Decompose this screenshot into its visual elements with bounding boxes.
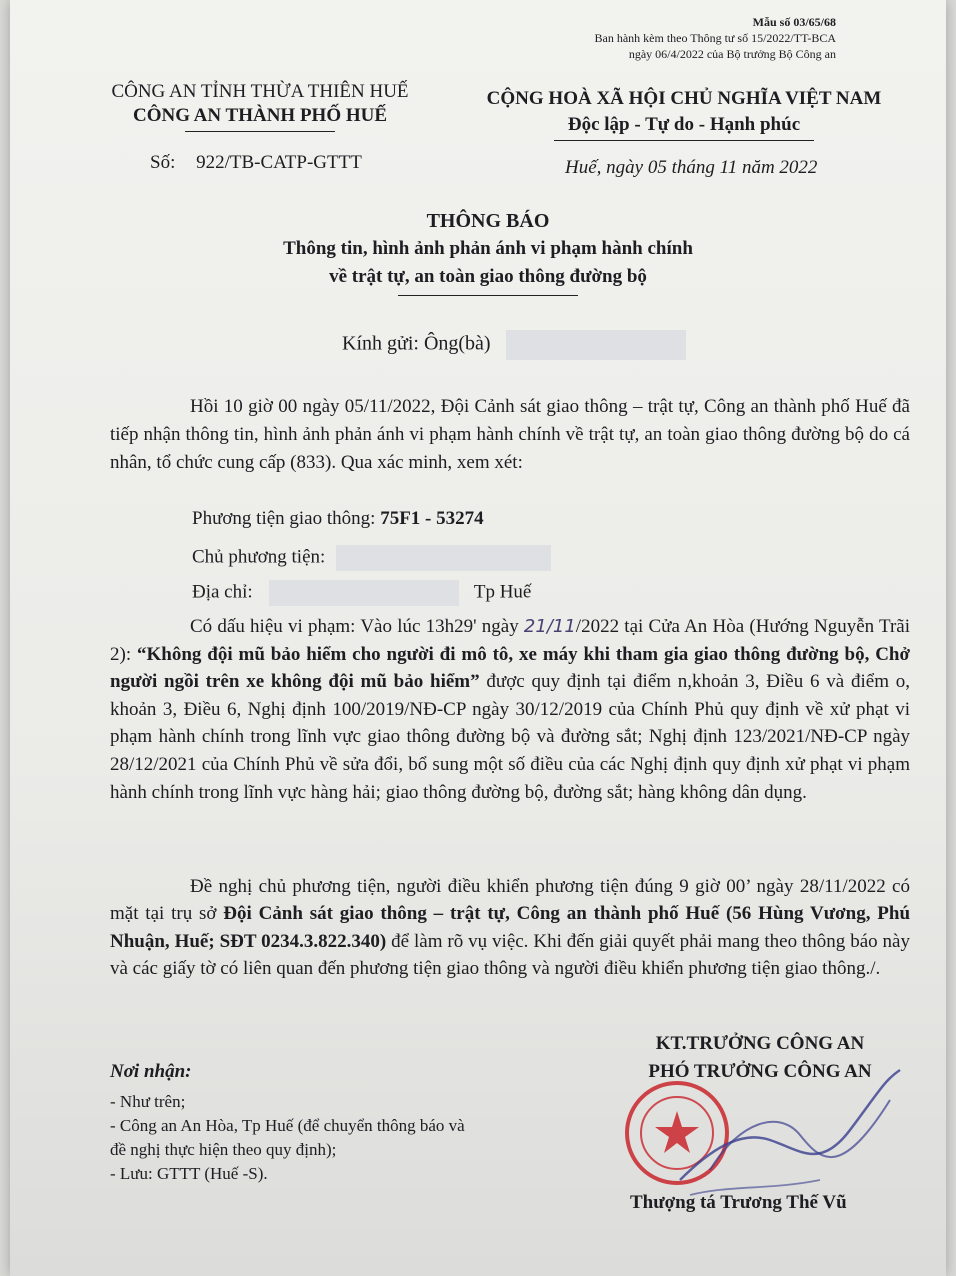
document-number-value: 922/TB-CATP-GTTT: [196, 152, 362, 173]
title-underline: [398, 295, 578, 296]
title-main: THÔNG BÁO: [426, 210, 550, 232]
form-number: Mẫu số 03/65/68: [752, 15, 836, 29]
form-issued-date: ngày 06/4/2022 của Bộ trưởng Bộ Công an: [628, 47, 836, 61]
document-page: [10, 0, 946, 1276]
redacted-owner: [336, 545, 551, 571]
title-sub-2: về trật tự, an toàn giao thông đường bộ: [329, 266, 647, 287]
recipients-block: [110, 1060, 465, 1186]
owner-label: Chủ phương tiện:: [192, 546, 326, 568]
request-lead: Đề nghị chủ phương tiện, người điều khiển phương tiện đúng 9 giờ 00’ ngày 28/11/2022 có mặt tại trụ sở: [110, 876, 910, 925]
country-name: CỘNG HOÀ XÃ HỘI CHỦ NGHĨA VIỆT NAM: [486, 88, 882, 109]
form-issued-by: Ban hành kèm theo Thông tư số 15/2022/TT-BCA: [594, 31, 836, 45]
document-number-label: Số:: [150, 152, 176, 173]
motto-underline: [554, 140, 814, 141]
title-sub-1: Thông tin, hình ảnh phản ánh vi phạm hành chính: [283, 238, 693, 259]
request-rest: để làm rõ vụ việc. Khi đến giải quyết phải mang theo thông báo này và các giấy tờ có liên quan đến phương tiện giao thông và người điều khiển phương tiện giao thông./.: [110, 930, 910, 980]
issuer-underline: [185, 131, 335, 132]
issuer-parent-org: CÔNG AN TỈNH THỪA THIÊN HUẾ: [111, 81, 409, 102]
redacted-address: [269, 580, 459, 606]
national-motto: Độc lập - Tự do - Hạnh phúc: [567, 114, 801, 135]
request-location: Đội Cảnh sát giao thông – trật tự, Công an thành phố Huế (56 Hùng Vương, Phú Nhuận, Huế; SĐT 0234.3.822.340): [110, 903, 911, 952]
signature-title-1: KT.TRƯỞNG CÔNG AN: [655, 1033, 865, 1054]
issuer-header: [70, 80, 450, 132]
signer-name: Thượng tá Trương Thế Vũ: [630, 1192, 847, 1213]
recipient-item: đề nghị thực hiện theo quy định);: [110, 1140, 337, 1159]
address-city: Tp Huế: [473, 581, 532, 603]
violation-legal-basis: được quy định tại điểm n,khoản 3, Điều 6 và điểm o, khoản 3, Điều 6, Nghị định 100/2019/NĐ-CP ngày 30/12/2019 của Chính Phủ quy định về xử phạt vi phạm hành chính trong lĩnh vực giao thông đường bộ và đường sắt; Nghị định 123/2021/NĐ-CP ngày 28/12/2021 của Chính Phủ về sửa đổi, bổ sung một số điều của các Nghị định quy định xử phạt vi phạm hành chính trong lĩnh vực hàng hải; giao thông đường bộ, đường sắt; hàng không dân dụng.: [110, 671, 910, 803]
redacted-name: [506, 330, 686, 360]
paragraph-violation: [110, 613, 910, 806]
field-vehicle: [192, 508, 484, 530]
address-label: Địa chỉ:: [192, 581, 253, 603]
recipient-item: - Công an An Hòa, Tp Huế (để chuyển thông báo và: [110, 1116, 465, 1135]
violation-lead: Có dấu hiệu vi phạm: Vào lúc 13h29' ngày: [190, 616, 524, 637]
recipients-title: Nơi nhận:: [110, 1061, 192, 1082]
handwritten-signature: [650, 1060, 910, 1210]
field-owner: [192, 545, 551, 571]
document-title: [70, 207, 906, 296]
greeting: [342, 330, 686, 360]
violation-after-date: /2022 tại Cửa An Hòa (Hướng Nguyễn Trãi 2):: [110, 616, 910, 665]
paragraph-intro-text: Hồi 10 giờ 00 ngày 05/11/2022, Đội Cảnh sát giao thông – trật tự, Công an thành phố Huế đã tiếp nhận thông tin, hình ảnh phản ánh vi phạm hành chính về trật tự, an toàn giao thông đường bộ do cá nhân, tổ chức cung cấp (833). Qua xác minh, xem xét:: [110, 396, 910, 473]
paragraph-request: [110, 873, 910, 983]
violation-description: “Không đội mũ bảo hiểm cho người đi mô tô, xe máy khi tham gia giao thông đường bộ, Chở người ngồi trên xe không đội mũ bảo hiểm”: [110, 643, 911, 693]
greeting-label: Kính gửi: Ông(bà): [342, 332, 491, 355]
form-reference: [595, 14, 837, 62]
issuer-org: CÔNG AN THÀNH PHỐ HUẾ: [132, 105, 388, 126]
vehicle-label: Phương tiện giao thông:: [192, 508, 376, 529]
field-address: [192, 580, 531, 606]
recipient-item: - Lưu: GTTT (Huế -S).: [110, 1164, 268, 1183]
recipient-item: - Như trên;: [110, 1092, 186, 1111]
paragraph-intro: [110, 393, 910, 477]
date-line: Huế, ngày 05 tháng 11 năm 2022: [565, 157, 818, 178]
vehicle-plate: 75F1 - 53274: [380, 508, 484, 529]
signature-title-2: PHÓ TRƯỞNG CÔNG AN: [648, 1061, 872, 1082]
document-number: [150, 152, 362, 174]
handwritten-date: 21/11: [523, 616, 576, 637]
state-header: [450, 86, 918, 141]
